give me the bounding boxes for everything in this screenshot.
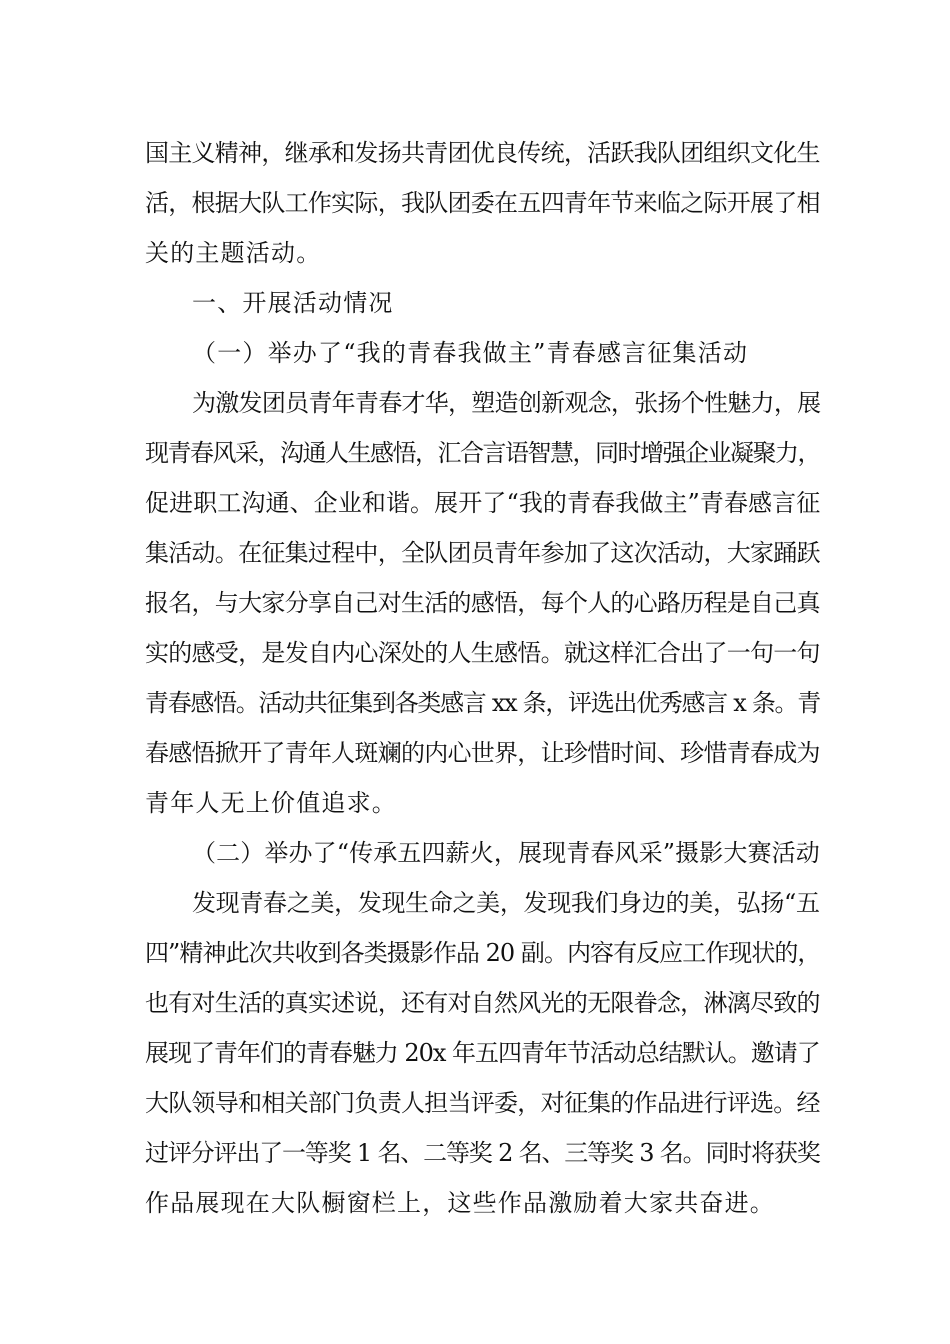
subsection-heading: （二）举办了“传承五四薪火，展现青春风采”摄影大赛活动 — [192, 839, 820, 867]
text-line: 发现青春之美，发现生命之美，发现我们身边的美，弘扬“五 — [192, 889, 820, 917]
text-line: 报名，与大家分享自己对生活的感悟，每个人的心路历程是自己真 — [145, 589, 820, 617]
text-line: 关的主题活动。 — [145, 239, 322, 267]
text-line: 为激发团员青年青春才华，塑造创新观念，张扬个性魅力，展 — [192, 389, 821, 417]
text-line: 青年人无上价值追求。 — [145, 789, 397, 817]
text-line: 过评分评出了一等奖 1 名、二等奖 2 名、三等奖 3 名。同时将获奖 — [145, 1139, 820, 1167]
text-line: 四”精神此次共收到各类摄影作品 20 副。内容有反应工作现状的， — [145, 939, 821, 967]
text-line: 实的感受，是发自内心深处的人生感悟。就这样汇合出了一句一句 — [145, 639, 820, 667]
text-line: 国主义精神，继承和发扬共青团优良传统，活跃我队团组织文化生 — [145, 139, 820, 167]
text-line: 活，根据大队工作实际，我队团委在五四青年节来临之际开展了相 — [145, 189, 820, 217]
section-heading: 一、开展活动情况 — [192, 289, 394, 317]
text-line: 大队领导和相关部门负责人担当评委，对征集的作品进行评选。经 — [145, 1089, 820, 1117]
text-line: 也有对生活的真实述说，还有对自然风光的无限眷念，淋漓尽致的 — [145, 989, 820, 1017]
text-line: 集活动。在征集过程中，全队团员青年参加了这次活动，大家踊跃 — [145, 539, 820, 567]
text-line: 现青春风采，沟通人生感悟，汇合言语智慧，同时增强企业凝聚力， — [145, 439, 820, 467]
text-line: 青春感悟。活动共征集到各类感言 xx 条，评选出优秀感言 x 条。青 — [145, 689, 820, 717]
text-line: 展现了青年们的青春魅力 20x 年五四青年节活动总结默认。邀请了 — [145, 1039, 820, 1067]
subsection-heading: （一）举办了“我的青春我做主”青春感言征集活动 — [192, 339, 749, 367]
text-line: 促进职工沟通、企业和谐。展开了“我的青春我做主”青春感言征 — [145, 489, 821, 517]
text-line: 春感悟掀开了青年人斑斓的内心世界，让珍惜时间、珍惜青春成为 — [145, 739, 820, 767]
text-line: 作品展现在大队橱窗栏上，这些作品激励着大家共奋进。 — [145, 1189, 775, 1217]
